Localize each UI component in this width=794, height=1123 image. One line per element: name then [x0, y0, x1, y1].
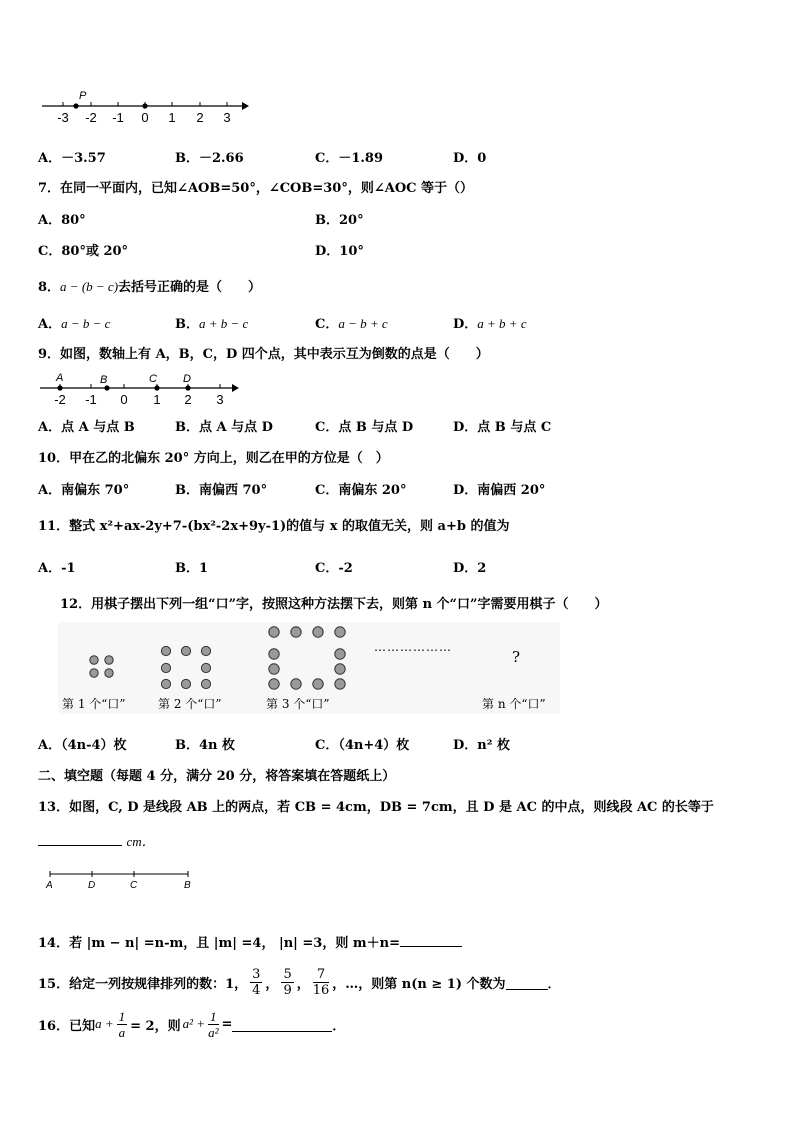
numberline-p-tick-label: 3 [223, 110, 231, 125]
numberline-abcd-tick-label: 0 [120, 392, 128, 406]
q15-lead: 15．给定一列按规律排列的数：1， [38, 976, 248, 992]
numberline-abcd-tick-label: -1 [85, 392, 97, 406]
q6-option-b[interactable]: B．－2.66 [175, 151, 244, 166]
stone [335, 627, 345, 637]
q16-fraction-1-num: 1 [118, 1008, 126, 1024]
q6-option-d[interactable]: D．0 [453, 151, 487, 166]
q15-fraction-3 [313, 967, 330, 998]
q11-option-c[interactable]: C．-2 [315, 561, 353, 576]
stone [313, 627, 323, 637]
q11-option-d[interactable]: D．2 [453, 561, 487, 576]
q15-end: ． [547, 976, 561, 992]
q8-option-c-letter: C． [315, 317, 339, 332]
stone [269, 679, 279, 689]
point-c-label: C [149, 373, 157, 385]
q12-question-mark: ? [512, 648, 521, 666]
segment-label-d: D [88, 880, 96, 891]
q12-caption-3: 第 3 个“口” [266, 697, 330, 711]
q16-expr1-rhs: = 2，则 [130, 1018, 181, 1034]
q8-option-a[interactable] [38, 313, 110, 332]
stone [105, 656, 113, 664]
q8-option-b-expr: a + b − c [199, 316, 249, 331]
point-d [185, 385, 190, 390]
q16-fraction-2-num: 1 [210, 1008, 217, 1024]
q8-option-c-expr: a − b + c [338, 316, 388, 331]
q9-stem: 9．如图，数轴上有 A，B，C，D 四个点，其中表示互为倒数的点是（ ） [38, 347, 489, 362]
q11-option-a[interactable]: A．-1 [38, 561, 76, 576]
numberline-p-tick-label: -2 [85, 110, 97, 125]
q12-caption-n: 第 n 个“口” [482, 697, 546, 711]
section-heading-fill-in: 二、填空题（每题 4 分，满分 20 分，将答案填在答题纸上） [38, 769, 396, 784]
stone [181, 679, 190, 688]
q9-option-a[interactable]: A．点 A 与点 B [38, 420, 135, 435]
q8-stem-tail: 去括号正确的是（ ） [118, 280, 262, 295]
q16-lead: 16．已知 [38, 1018, 96, 1034]
q8-expression: a − (b − c) [60, 279, 119, 294]
q16-line [38, 1004, 345, 1044]
numberline-abcd-tick-label: 3 [216, 392, 224, 406]
q15-tail: ，…，则第 n(n ≥ 1) 个数为 [332, 976, 506, 992]
stone [161, 663, 170, 672]
q8-option-b-letter: B． [175, 317, 199, 332]
stone [269, 649, 279, 659]
q12-caption-1: 第 1 个“口” [62, 697, 126, 711]
q16-expr2-a: a² + [182, 1016, 206, 1031]
q10-option-a[interactable]: A．南偏东 70° [38, 483, 130, 498]
q12-option-c[interactable]: C．（4n+4）枚 [315, 738, 410, 753]
q6-option-a[interactable]: A．－3.57 [38, 151, 106, 166]
q10-option-b[interactable]: B．南偏西 70° [175, 483, 268, 498]
q7-option-d[interactable]: D．10° [315, 244, 364, 259]
q16-end: ． [332, 1018, 346, 1034]
q8-option-c[interactable] [315, 313, 388, 332]
numberline-p-tick-label: -1 [112, 110, 124, 125]
numberline-p-tick-label: 1 [168, 110, 176, 125]
q8-option-d-expr: a + b + c [477, 316, 527, 331]
q16-fraction-2-den: a² [208, 1024, 219, 1040]
q12-ellipsis: ……………… [374, 640, 452, 654]
numberline-p-tick-label: 2 [196, 110, 204, 125]
kou-figure-1 [90, 656, 113, 677]
q9-option-c[interactable]: C．点 B 与点 D [315, 420, 414, 435]
q10-stem: 10．甲在乙的北偏东 20° 方向上，则乙在甲的方位是（ ） [38, 451, 389, 466]
number-line-p [36, 88, 251, 126]
q13-unit: cm． [126, 834, 155, 849]
q13-answer-line [38, 831, 155, 850]
numberline-abcd-tick-label: -2 [54, 392, 66, 406]
q8-number: 8． [38, 280, 61, 295]
segment-label-c: C [130, 880, 138, 891]
q6-option-c[interactable]: C．－1.89 [315, 151, 384, 166]
q8-stem [38, 276, 261, 295]
q12-option-a[interactable]: A．（4n-4）枚 [38, 738, 127, 753]
q15-fraction-1-den: 4 [252, 982, 261, 998]
q13-stem: 13．如图，C, D 是线段 AB 上的两点，若 CB = 4cm，DB = 7cm，且 D 是 AC 的中点，则线段 AC 的长等于 [38, 800, 714, 815]
q16-expr1-a: a + [95, 1016, 114, 1031]
q12-option-b[interactable]: B．4n 枚 [175, 738, 236, 753]
q12-stem: 12．用棋子摆出下列一组“口”字，按照这种方法摆下去，则第 n 个“口”字需要用棋子（ ） [60, 597, 608, 612]
q15-fraction-3-num: 7 [313, 967, 330, 983]
point-p [73, 103, 78, 108]
q16-fraction-1-den: a [118, 1024, 126, 1040]
stone [105, 669, 113, 677]
q7-option-a[interactable]: A．80° [38, 213, 86, 228]
q14-answer-blank[interactable] [400, 946, 462, 947]
kou-figure-3 [269, 627, 345, 689]
q9-option-b[interactable]: B．点 A 与点 D [175, 420, 273, 435]
q16-expr2-rhs: = [221, 1016, 233, 1032]
point-p-label: P [79, 90, 87, 102]
q7-stem: 7．在同一平面内，已知∠AOB=50°，∠COB=30°，则∠AOC 等于（） [38, 181, 474, 196]
q12-option-d[interactable]: D．n² 枚 [453, 738, 510, 753]
q14-line [38, 932, 462, 951]
stone [335, 664, 345, 674]
point-b [104, 385, 109, 390]
stone [269, 664, 279, 674]
q13-segment-figure [40, 868, 200, 892]
stone [201, 663, 210, 672]
q14-stem: 14．若 |m − n| =n-m，且 |m| =4， |n| =3，则 m＋n= [38, 936, 400, 951]
q10-option-d[interactable]: D．南偏西 20° [453, 483, 546, 498]
numberline-p-tick-label: 0 [141, 110, 149, 125]
segment-label-b: B [184, 880, 191, 891]
q8-option-a-letter: A． [38, 317, 62, 332]
stone [335, 679, 345, 689]
q13-answer-blank[interactable] [38, 845, 122, 846]
q16-answer-blank[interactable] [232, 1017, 332, 1032]
q8-option-d[interactable] [453, 313, 527, 332]
point-a-label: A [56, 372, 64, 384]
numberline-abcd-tick-label: 1 [153, 392, 161, 406]
q15-fraction-2-den: 9 [283, 982, 292, 998]
origin-dot [142, 103, 147, 108]
stone [161, 679, 170, 688]
q11-stem: 11．整式 x²+ax-2y+7-(bx²-2x+9y-1)的值与 x 的取值无关，则 a+b 的值为 [38, 519, 510, 534]
point-c [154, 385, 159, 390]
q12-figure [58, 622, 560, 714]
q7-option-b[interactable]: B．20° [315, 213, 364, 228]
stone [335, 649, 345, 659]
q15-fraction-1-num: 3 [252, 966, 261, 982]
q16-fraction-2 [208, 1009, 219, 1040]
stone [90, 656, 98, 664]
stone [201, 646, 210, 655]
q7-option-c[interactable]: C．80°或 20° [38, 244, 129, 259]
point-b-label: B [100, 374, 108, 386]
segment-label-a: A [46, 880, 53, 891]
stone [161, 646, 170, 655]
q15-fraction-1 [250, 967, 262, 998]
q10-option-c[interactable]: C．南偏东 20° [315, 483, 407, 498]
stone [291, 679, 301, 689]
q8-option-a-expr: a − b − c [61, 316, 111, 331]
stone [181, 646, 190, 655]
q15-fraction-2-num: 5 [283, 966, 292, 982]
numberline-abcd-tick-label: 2 [184, 392, 192, 406]
q15-line: 15．给定一列按规律排列的数：1， $\frac{3}{4}$ ， $\frac{5}{9}$ ， $\frac{7}{16}$ ，…，则第 n(n ≥ 1) 个数为 ． [38, 966, 561, 998]
q16-fraction-1 [117, 1009, 128, 1040]
q8-option-b[interactable] [175, 313, 248, 332]
stone [313, 679, 323, 689]
kou-figure-2 [161, 646, 210, 688]
stone [90, 669, 98, 677]
q9-option-d[interactable]: D．点 B 与点 C [453, 420, 552, 435]
q15-answer-blank[interactable] [506, 975, 548, 990]
stone [269, 627, 279, 637]
numberline-p-tick-label: -3 [57, 110, 69, 125]
stone [201, 679, 210, 688]
q15-fraction-3-den: 16 [312, 982, 330, 998]
point-a [57, 385, 62, 390]
q15-fraction-2 [281, 967, 293, 998]
q8-option-d-letter: D． [453, 317, 478, 332]
q12-caption-2: 第 2 个“口” [158, 697, 222, 711]
stone [291, 627, 301, 637]
point-d-label: D [183, 373, 191, 385]
q11-option-b[interactable]: B．1 [175, 561, 209, 576]
number-line-abcd [36, 368, 241, 406]
